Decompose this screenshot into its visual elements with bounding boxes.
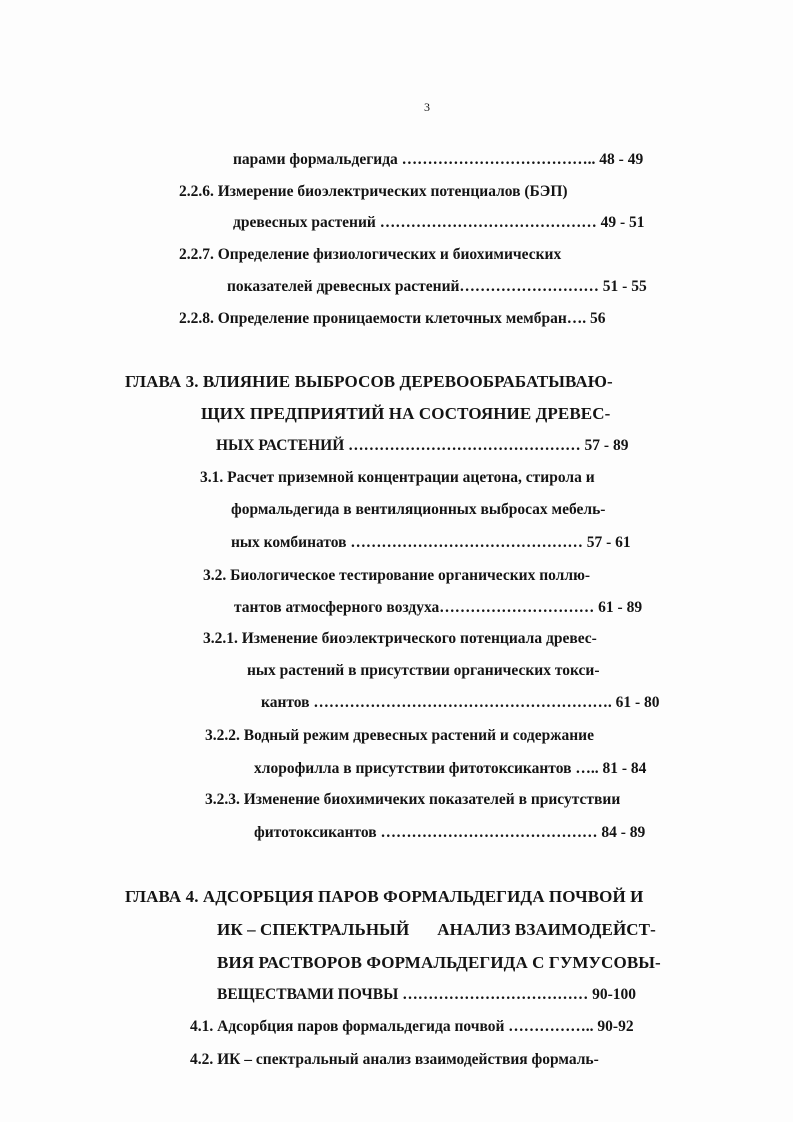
toc-line: 4.2. ИК – спектральный анализ взаимодействия формаль-	[190, 1051, 599, 1068]
toc-line: 4.1. Адсорбция паров формальдегида почвой …………….. 90-92	[190, 1018, 634, 1035]
chapter-heading	[217, 921, 656, 938]
toc-line: 3.2. Биологическое тестирование органических поллю-	[203, 567, 591, 584]
toc-line: ных растений в присутствии органических токси-	[247, 662, 600, 679]
chapter-heading: ЩИХ ПРЕДПРИЯТИЙ НА СОСТОЯНИЕ ДРЕВЕС-	[201, 404, 611, 423]
toc-line: тантов атмосферного воздуха………………………… 61 - 89	[234, 599, 643, 616]
chapter-heading: ГЛАВА 3. ВЛИЯНИЕ ВЫБРОСОВ ДЕРЕВООБРАБАТЫВАЮ-	[125, 372, 613, 391]
toc-line: 3.2.3. Изменение биохимичеких показателей в присутствии	[205, 791, 621, 808]
toc-line: ных комбинатов ……………………………………… 57 - 61	[231, 534, 631, 551]
toc-line: 3.1. Расчет приземной концентрации ацетона, стирола и	[200, 469, 595, 486]
toc-line: парами формальдегида ……………………………….. 48 - 49	[233, 151, 644, 168]
toc-line: 2.2.8. Определение проницаемости клеточных мембран…. 56	[179, 310, 606, 327]
toc-line: древесных растений …………………………………… 49 - 51	[233, 214, 645, 231]
chapter-heading: ВИЯ РАСТВОРОВ ФОРМАЛЬДЕГИДА С ГУМУСОВЫ-	[217, 953, 661, 972]
chapter-heading-part: ИК – СПЕКТРАЛЬНЫЙ	[217, 920, 410, 939]
toc-line: формальдегида в вентиляционных выбросах мебель-	[231, 501, 606, 518]
page-number: 3	[424, 100, 430, 114]
toc-line: НЫХ РАСТЕНИЙ ……………………………………… 57 - 89	[216, 437, 629, 454]
toc-line: 3.2.1. Изменение биоэлектрического потенциала древес-	[203, 630, 597, 647]
toc-line: 3.2.2. Водный режим древесных растений и содержание	[205, 727, 594, 744]
toc-line: кантов …………………………………………………. 61 - 80	[261, 694, 660, 711]
toc-line: ВЕЩЕСТВАМИ ПОЧВЫ ……………………………… 90-100	[217, 986, 637, 1003]
toc-line: фитотоксикантов …………………………………… 84 - 89	[254, 824, 646, 841]
toc-line: показателей древесных растений……………………… 51 - 55	[227, 278, 647, 295]
toc-line: 2.2.6. Измерение биоэлектрических потенциалов (БЭП)	[179, 183, 568, 200]
toc-line: 2.2.7. Определение физиологических и биохимических	[179, 246, 562, 263]
chapter-heading-part: АНАЛИЗ ВЗАИМОДЕЙСТ-	[437, 920, 656, 939]
toc-line: хлорофилла в присутствии фитотоксикантов ….. 81 - 84	[254, 760, 647, 777]
chapter-heading: ГЛАВА 4. АДСОРБЦИЯ ПАРОВ ФОРМАЛЬДЕГИДА ПОЧВОЙ И	[125, 887, 644, 906]
